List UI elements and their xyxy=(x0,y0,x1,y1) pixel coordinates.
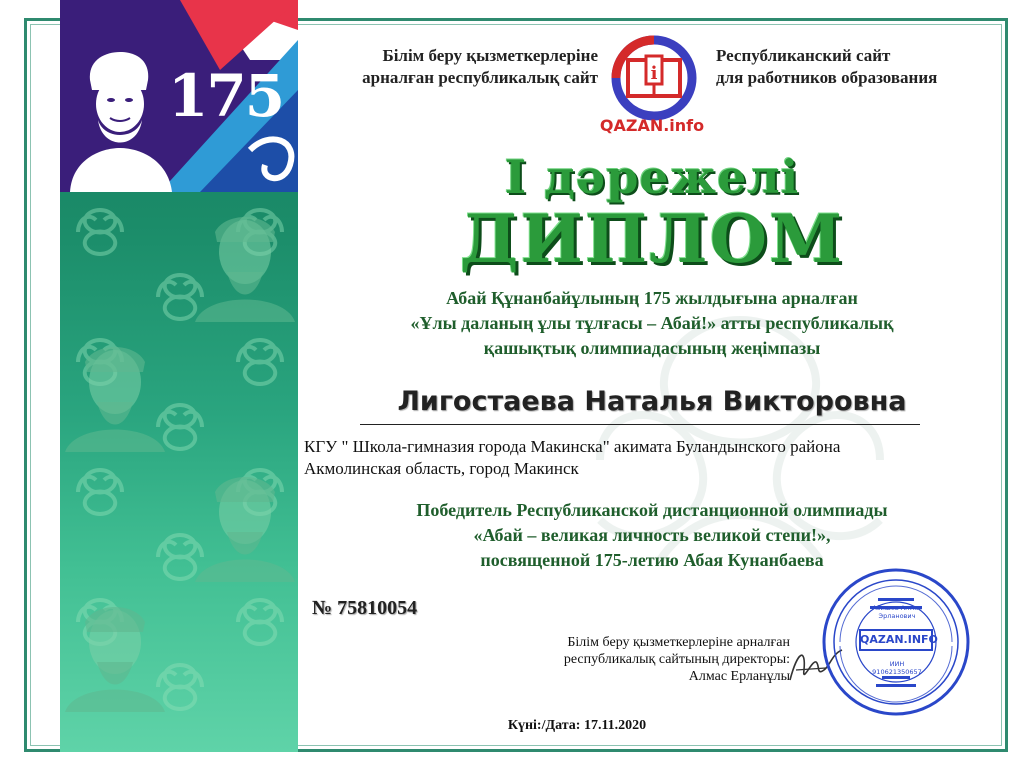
recipient-name: Лигостаева Наталья Викторовна xyxy=(397,386,907,417)
header-ru-line1: Республиканский сайт xyxy=(716,46,891,65)
name-underline xyxy=(360,424,920,425)
director-block xyxy=(500,634,790,685)
stamp-center-text: QAZAN.INFO xyxy=(860,633,938,646)
diploma-title: ДИПЛОМ xyxy=(459,200,845,278)
recipient-organization xyxy=(304,436,1004,480)
header-kz xyxy=(318,45,598,89)
location-line: Акмолинская область, город Макинск xyxy=(304,459,579,478)
description-ru-line: Победитель Республиканской дистанционной олимпиады xyxy=(416,500,888,520)
diploma-number: № 75810054 xyxy=(312,597,418,619)
header-kz-line2: арналған республикалық сайт xyxy=(362,68,598,87)
issue-date: Күні:/Дата: 17.11.2020 xyxy=(507,718,647,733)
director-title-line2: республикалық сайтының директоры: xyxy=(563,652,790,667)
logo-text: QAZAN.info xyxy=(599,116,705,135)
header-kz-line1: Білім беру қызметкерлеріне xyxy=(382,46,598,65)
director-title-line1: Білім беру қызметкерлеріне арналған xyxy=(567,635,790,650)
description-kz-line: «Ұлы даланың ұлы тұлғасы – Абай!» атты республикалық xyxy=(410,313,894,333)
description-kz-line: Абай Құнанбайұлының 175 жылдығына арналған xyxy=(446,288,858,308)
degree-title: I дәрежелі xyxy=(504,150,800,204)
description-ru-line: «Абай – великая личность великой степи!», xyxy=(473,525,831,545)
stamp-top-text: Абишев Алмас Эрланович xyxy=(872,604,922,620)
description-ru-line: посвященной 175-летию Абая Кунанбаева xyxy=(480,550,824,570)
description-kz xyxy=(318,286,986,361)
svg-text:i: i xyxy=(650,63,658,84)
description-kz-line: қашықтық олимпиадасының жеңімпазы xyxy=(483,338,821,358)
anniversary-number: 175 xyxy=(168,62,284,130)
header-ru-line2: для работников образования xyxy=(716,68,938,87)
organization-line: КГУ " Школа-гимназия города Макинска" акимата Буландынского района xyxy=(304,437,841,456)
side-pattern xyxy=(60,192,298,752)
header-ru xyxy=(716,45,1006,89)
description-ru xyxy=(318,498,986,573)
director-name: Алмас Ерланұлы xyxy=(688,669,790,684)
stamp-bottom-text: ИИН 910621350657 xyxy=(872,660,922,676)
